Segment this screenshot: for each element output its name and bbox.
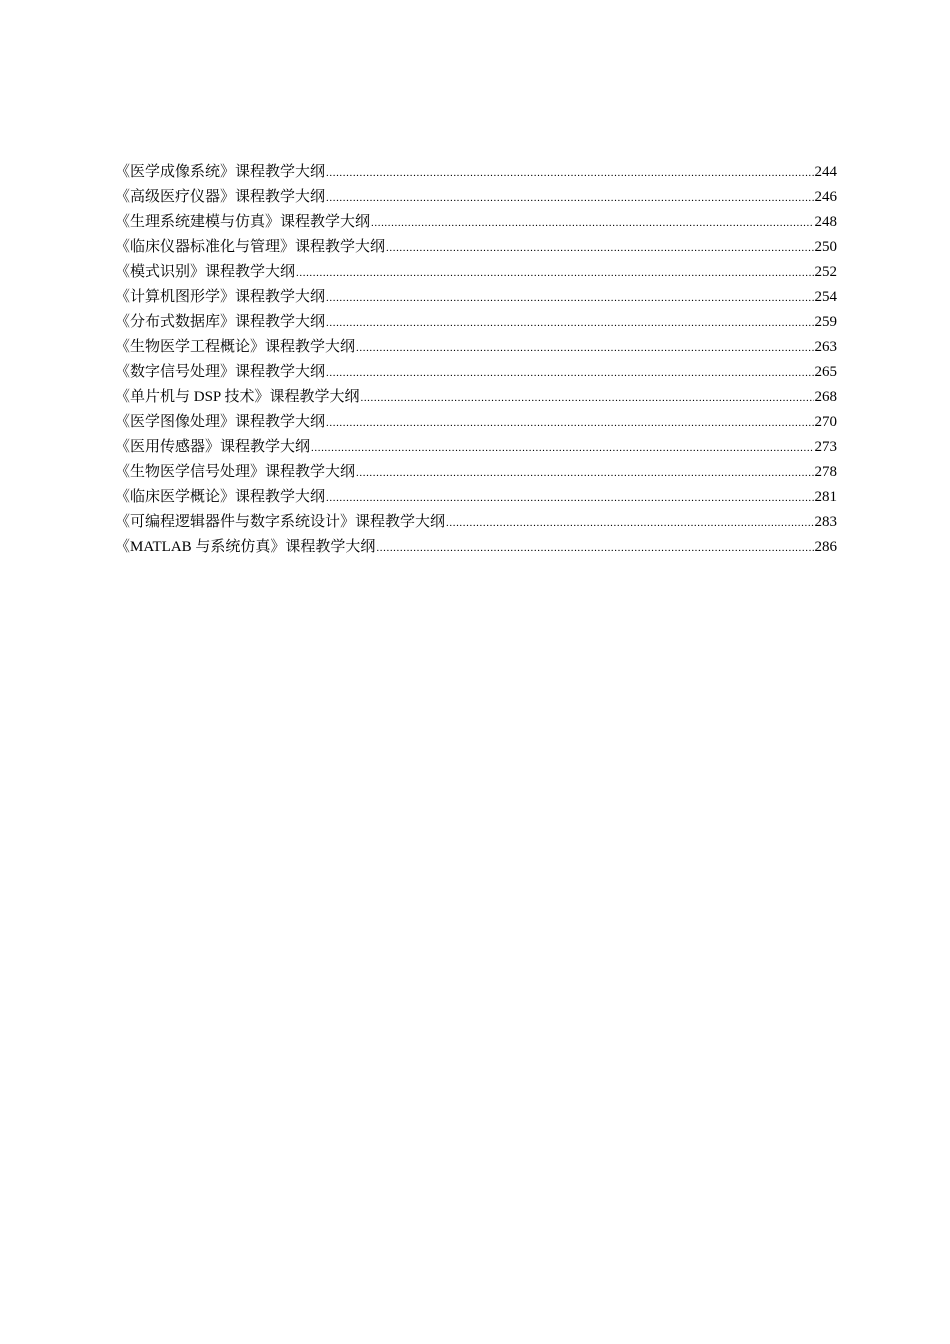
toc-entry[interactable] — [115, 285, 837, 310]
toc-entry-title: 《模式识别》课程教学大纲 — [115, 264, 296, 280]
toc-entry[interactable] — [115, 260, 837, 285]
toc-entry[interactable] — [115, 235, 837, 260]
toc-entry-page: 268 — [814, 389, 837, 405]
toc-entry-page: 278 — [814, 464, 837, 480]
toc-entry[interactable] — [115, 210, 837, 235]
toc-entry-title: 《MATLAB 与系统仿真》课程教学大纲 — [115, 539, 376, 555]
toc-dot-leader — [326, 361, 813, 386]
toc-entry-page: 286 — [814, 539, 837, 555]
toc-dot-leader — [371, 211, 813, 236]
toc-dot-leader — [326, 161, 813, 186]
table-of-contents — [115, 160, 837, 560]
toc-entry-page: 259 — [814, 314, 837, 330]
toc-entry-title: 《分布式数据库》课程教学大纲 — [115, 314, 326, 330]
toc-entry-title: 《生物医学工程概论》课程教学大纲 — [115, 339, 356, 355]
toc-entry-title: 《临床仪器标准化与管理》课程教学大纲 — [115, 239, 386, 255]
toc-dot-leader — [356, 336, 813, 361]
toc-dot-leader — [356, 461, 813, 486]
toc-entry-title: 《医用传感器》课程教学大纲 — [115, 439, 311, 455]
toc-entry-title: 《生物医学信号处理》课程教学大纲 — [115, 464, 356, 480]
toc-entry[interactable] — [115, 335, 837, 360]
toc-entry[interactable] — [115, 435, 837, 460]
toc-entry-title: 《单片机与 DSP 技术》课程教学大纲 — [115, 389, 360, 405]
toc-dot-leader — [326, 286, 813, 311]
toc-entry[interactable] — [115, 360, 837, 385]
toc-entry-title: 《可编程逻辑器件与数字系统设计》课程教学大纲 — [115, 514, 446, 530]
toc-entry[interactable] — [115, 510, 837, 535]
toc-entry-page: 283 — [814, 514, 837, 530]
toc-entry[interactable] — [115, 460, 837, 485]
toc-dot-leader — [376, 536, 813, 561]
toc-dot-leader — [326, 186, 813, 211]
toc-entry-page: 248 — [814, 214, 837, 230]
toc-entry[interactable] — [115, 535, 837, 560]
toc-entry-page: 250 — [814, 239, 837, 255]
toc-entry-title: 《临床医学概论》课程教学大纲 — [115, 489, 326, 505]
toc-entry-page: 273 — [814, 439, 837, 455]
toc-entry[interactable] — [115, 385, 837, 410]
toc-dot-leader — [386, 236, 813, 261]
toc-dot-leader — [311, 436, 813, 461]
toc-entry-page: 252 — [814, 264, 837, 280]
toc-entry-page: 254 — [814, 289, 837, 305]
toc-entry-page: 265 — [814, 364, 837, 380]
toc-dot-leader — [326, 311, 813, 336]
toc-entry[interactable] — [115, 185, 837, 210]
toc-entry-page: 270 — [814, 414, 837, 430]
toc-dot-leader — [326, 411, 813, 436]
toc-entry-page: 281 — [814, 489, 837, 505]
toc-entry-title: 《高级医疗仪器》课程教学大纲 — [115, 189, 326, 205]
toc-entry[interactable] — [115, 310, 837, 335]
toc-entry-page: 263 — [814, 339, 837, 355]
toc-entry-title: 《医学图像处理》课程教学大纲 — [115, 414, 326, 430]
toc-entry-title: 《医学成像系统》课程教学大纲 — [115, 164, 326, 180]
toc-entry-title: 《计算机图形学》课程教学大纲 — [115, 289, 326, 305]
toc-entry-title: 《数字信号处理》课程教学大纲 — [115, 364, 326, 380]
toc-entry-page: 244 — [814, 164, 837, 180]
toc-entry[interactable] — [115, 410, 837, 435]
toc-entry[interactable] — [115, 160, 837, 185]
toc-dot-leader — [360, 386, 813, 411]
toc-entry-title: 《生理系统建模与仿真》课程教学大纲 — [115, 214, 371, 230]
toc-dot-leader — [446, 511, 813, 536]
toc-dot-leader — [326, 486, 813, 511]
toc-entry[interactable] — [115, 485, 837, 510]
toc-dot-leader — [296, 261, 813, 286]
toc-entry-page: 246 — [814, 189, 837, 205]
